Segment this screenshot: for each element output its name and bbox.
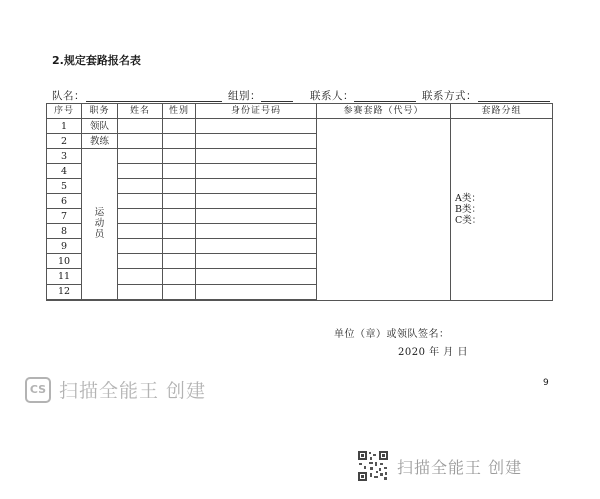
registration-table bbox=[46, 103, 553, 301]
empty-cell bbox=[196, 299, 317, 300]
id-number-cell[interactable] bbox=[196, 284, 317, 299]
row-number: 4 bbox=[47, 164, 82, 179]
row-number: 1 bbox=[47, 119, 82, 134]
empty-cell bbox=[163, 299, 196, 300]
qr-code-icon bbox=[357, 450, 389, 482]
gender-cell[interactable] bbox=[163, 194, 196, 209]
row-number: 6 bbox=[47, 194, 82, 209]
gender-cell[interactable] bbox=[163, 224, 196, 239]
category-label: A类： bbox=[455, 193, 481, 204]
id-number-cell[interactable] bbox=[196, 239, 317, 254]
group-blank bbox=[261, 101, 293, 102]
row-number: 9 bbox=[47, 239, 82, 254]
row-number: 8 bbox=[47, 224, 82, 239]
id-number-cell[interactable] bbox=[196, 194, 317, 209]
row-number: 12 bbox=[47, 284, 82, 299]
table-header-row bbox=[47, 104, 553, 119]
gender-cell[interactable] bbox=[163, 164, 196, 179]
row-number: 5 bbox=[47, 179, 82, 194]
gender-cell[interactable] bbox=[163, 179, 196, 194]
role-cell-coach: 教练 bbox=[82, 134, 118, 149]
category-label: B类： bbox=[455, 204, 481, 215]
empty-cell bbox=[47, 299, 82, 300]
name-cell[interactable] bbox=[118, 134, 163, 149]
name-cell[interactable] bbox=[118, 194, 163, 209]
table-row bbox=[47, 119, 553, 134]
name-cell[interactable] bbox=[118, 119, 163, 134]
camscanner-logo-icon: CS bbox=[25, 377, 51, 403]
name-cell[interactable] bbox=[118, 284, 163, 299]
name-cell[interactable] bbox=[118, 269, 163, 284]
contact-method-label: 联系方式： bbox=[422, 90, 477, 102]
camscanner-watermark-bottom bbox=[357, 450, 522, 482]
gender-cell[interactable] bbox=[163, 134, 196, 149]
id-number-cell[interactable] bbox=[196, 134, 317, 149]
role-cell-leader: 领队 bbox=[82, 119, 118, 134]
date-line: 2020 年 月 日 bbox=[398, 347, 468, 358]
id-number-cell[interactable] bbox=[196, 224, 317, 239]
role-cell-athlete bbox=[82, 149, 118, 299]
row-number: 11 bbox=[47, 269, 82, 284]
athlete-role-char: 运 bbox=[94, 207, 105, 219]
form-title: 2.规定套路报名表 bbox=[52, 54, 141, 67]
col-header-routine: 参赛套路（代号） bbox=[317, 104, 451, 119]
col-header-no: 序号 bbox=[47, 104, 82, 119]
id-number-cell[interactable] bbox=[196, 254, 317, 269]
athlete-role-char: 员 bbox=[94, 229, 105, 241]
id-number-cell[interactable] bbox=[196, 149, 317, 164]
row-number: 7 bbox=[47, 209, 82, 224]
contact-person-label: 联系人： bbox=[310, 90, 354, 102]
contact-person-blank bbox=[354, 101, 416, 102]
name-cell[interactable] bbox=[118, 224, 163, 239]
col-header-role: 职务 bbox=[82, 104, 118, 119]
athlete-role-char: 动 bbox=[94, 218, 105, 230]
watermark-text: 扫描全能王 创建 bbox=[59, 380, 207, 402]
contact-method-blank bbox=[478, 101, 550, 102]
empty-cell bbox=[82, 299, 118, 300]
row-number: 2 bbox=[47, 134, 82, 149]
gender-cell[interactable] bbox=[163, 119, 196, 134]
team-name-label: 队名： bbox=[52, 90, 85, 102]
name-cell[interactable] bbox=[118, 149, 163, 164]
gender-cell[interactable] bbox=[163, 149, 196, 164]
page-number: 9 bbox=[543, 378, 549, 388]
camscanner-watermark bbox=[25, 376, 206, 403]
watermark-text-bottom: 扫描全能王 创建 bbox=[397, 457, 523, 477]
team-name-blank bbox=[86, 101, 222, 102]
signature-label: 单位（章）或领队签名： bbox=[334, 329, 450, 340]
empty-cell bbox=[118, 299, 163, 300]
name-cell[interactable] bbox=[118, 164, 163, 179]
category-label: C类： bbox=[455, 215, 482, 226]
group-category-cell bbox=[451, 119, 553, 301]
gender-cell[interactable] bbox=[163, 269, 196, 284]
gender-cell[interactable] bbox=[163, 284, 196, 299]
row-number: 3 bbox=[47, 149, 82, 164]
col-header-name: 姓名 bbox=[118, 104, 163, 119]
id-number-cell[interactable] bbox=[196, 164, 317, 179]
name-cell[interactable] bbox=[118, 179, 163, 194]
id-number-cell[interactable] bbox=[196, 179, 317, 194]
routine-cell[interactable] bbox=[317, 119, 451, 301]
row-number: 10 bbox=[47, 254, 82, 269]
group-label: 组别： bbox=[228, 90, 261, 102]
name-cell[interactable] bbox=[118, 239, 163, 254]
id-number-cell[interactable] bbox=[196, 269, 317, 284]
col-header-id-number: 身份证号码 bbox=[196, 104, 317, 119]
gender-cell[interactable] bbox=[163, 254, 196, 269]
col-header-group: 套路分组 bbox=[451, 104, 553, 119]
id-number-cell[interactable] bbox=[196, 209, 317, 224]
name-cell[interactable] bbox=[118, 209, 163, 224]
name-cell[interactable] bbox=[118, 254, 163, 269]
id-number-cell[interactable] bbox=[196, 119, 317, 134]
col-header-gender: 性别 bbox=[163, 104, 196, 119]
gender-cell[interactable] bbox=[163, 239, 196, 254]
gender-cell[interactable] bbox=[163, 209, 196, 224]
